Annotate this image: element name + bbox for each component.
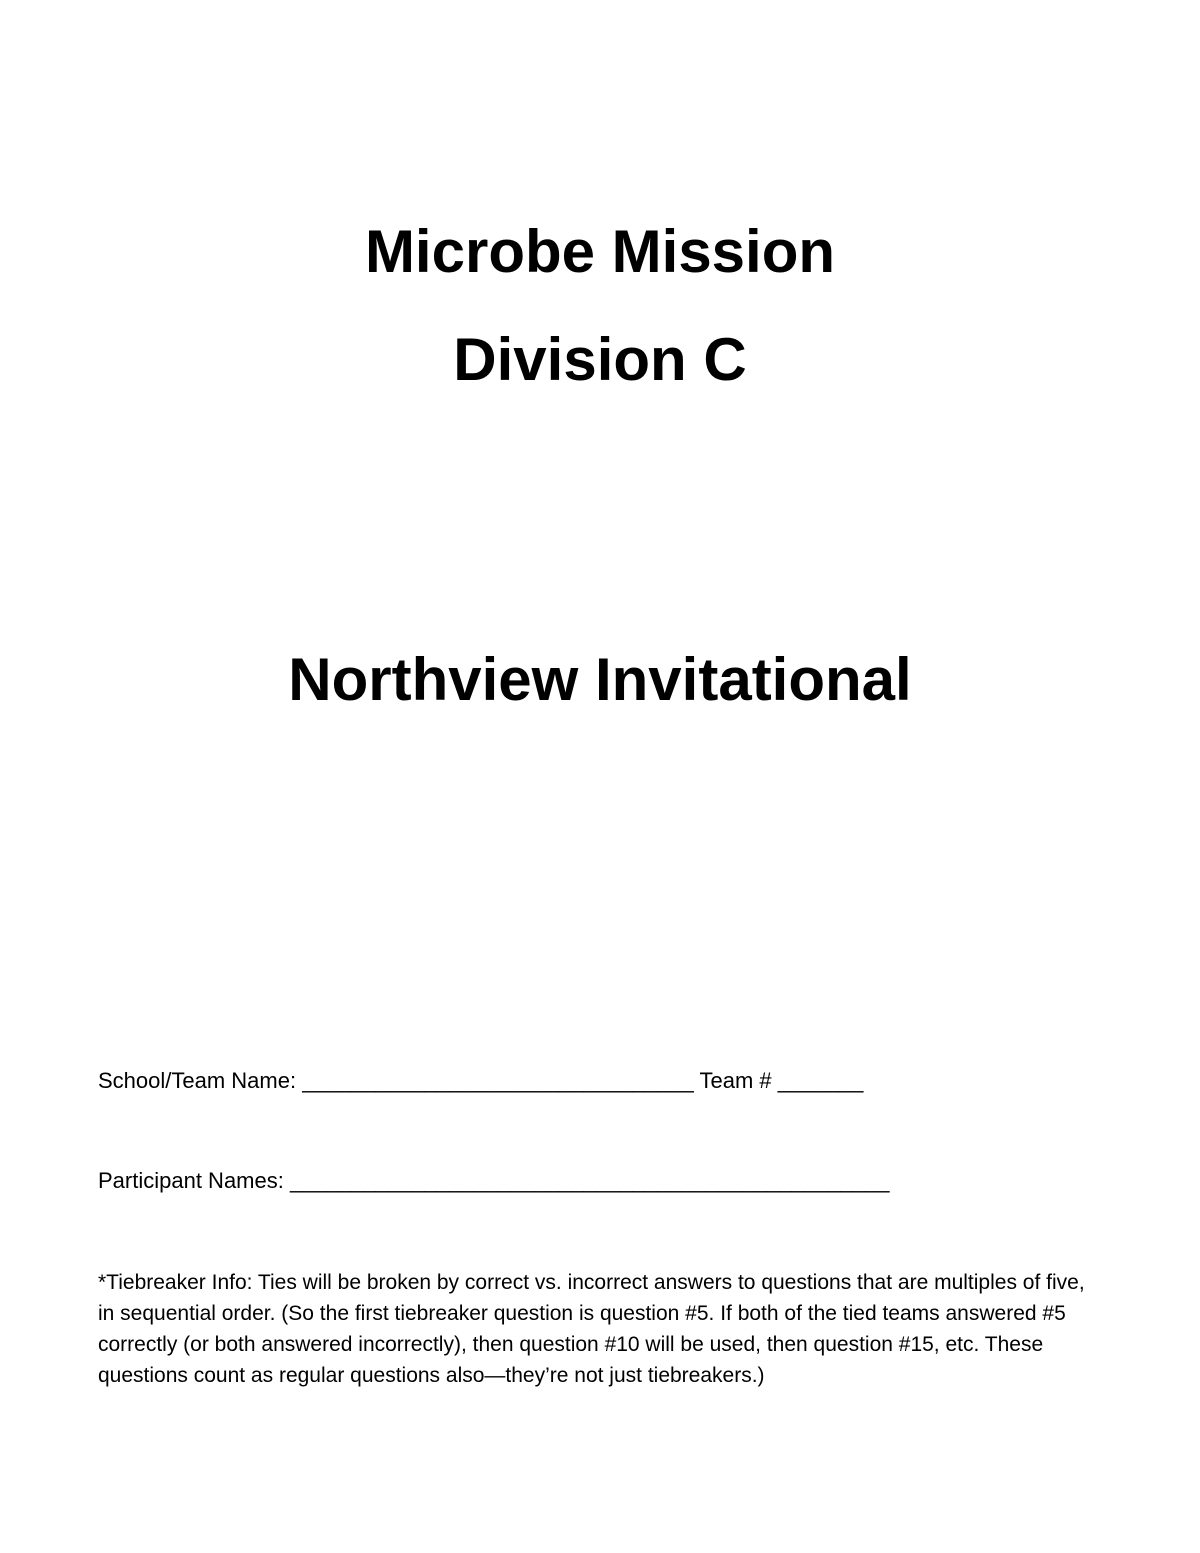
- participant-names-blank: _________________________________________________: [289, 1168, 890, 1193]
- tiebreaker-info: *Tiebreaker Info: Ties will be broken by correct vs. incorrect answers to questions that are multiples of five, in sequential order. (So the first tiebreaker question is question #5. If both of the tied teams answered #5 correctly (or both answered incorrectly), then question #10 will be used, then question #15, etc. These questions count as regular questions also—they’re not just tiebreakers.): [98, 1271, 1085, 1387]
- school-team-label: School/Team Name:: [98, 1068, 297, 1093]
- participant-names-label: Participant Names:: [98, 1168, 284, 1193]
- school-team-blank: ________________________________: [302, 1068, 694, 1093]
- school-team-field: [98, 1066, 863, 1096]
- division-title: Division C: [453, 326, 747, 393]
- event-name: Northview Invitational: [288, 646, 912, 713]
- participant-names-field: [98, 1166, 890, 1196]
- team-number-label: Team #: [699, 1068, 772, 1093]
- team-number-blank: _______: [777, 1068, 864, 1093]
- document-title: Microbe Mission: [364, 218, 836, 285]
